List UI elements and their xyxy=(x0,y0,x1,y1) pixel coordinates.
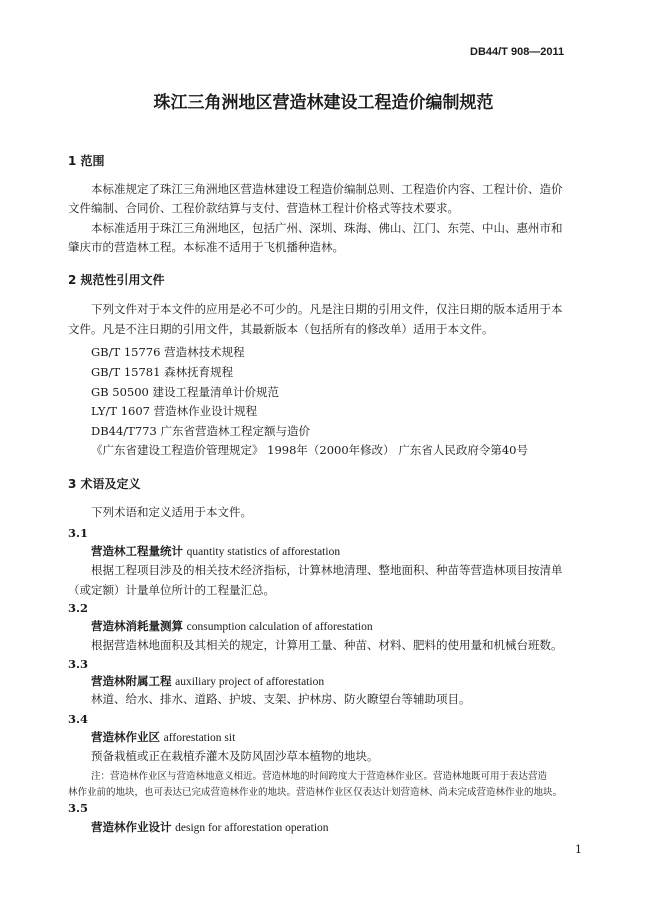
section-1-para-1-line-1: 本标准规定了珠江三角洲地区营造林建设工程造价编制总则、工程造价内容、工程计价、造价 xyxy=(91,182,563,196)
term-3-2-number: 3.2 xyxy=(68,601,89,615)
section-2-para-line-1: 下列文件对于本文件的应用是必不可少的。凡是注日期的引用文件，仅注日期的版本适用于本 xyxy=(91,302,563,316)
term-3-2-def: 根据营造林地面积及其相关的规定，计算用工量、种苗、材料、肥料的使用量和机械台班数。 xyxy=(91,638,563,652)
term-3-1-def-line-1: 根据工程项目涉及的相关技术经济指标，计算林地清理、整地面积、种苗等营造林项目按清单 xyxy=(91,563,563,577)
standard-code: DB44/T 908—2011 xyxy=(470,46,565,58)
term-3-4-note-line-2: 林作业前的地块，也可表达已完成营造林作业的地块。营造林作业区仅表达计划营造林、尚未完成营造林作业的地块。 xyxy=(68,787,563,798)
term-3-5-number: 3.5 xyxy=(68,801,89,815)
section-1-heading: 1 范围 xyxy=(68,154,105,168)
term-3-1-def-line-2: （或定额）计量单位所计的工程量汇总。 xyxy=(68,583,275,597)
term-3-3-title: 营造林附属工程 auxiliary project of afforestation xyxy=(91,674,325,688)
term-3-5-title: 营造林作业设计 design for afforestation operation xyxy=(91,820,329,834)
page-number: 1 xyxy=(575,843,582,856)
term-3-1-number: 3.1 xyxy=(68,526,89,540)
term-3-4-title: 营造林作业区 afforestation sit xyxy=(91,730,236,744)
section-1-para-2-line-1: 本标准适用于珠江三角洲地区，包括广州、深圳、珠海、佛山、江门、东莞、中山、惠州市和 xyxy=(91,221,563,235)
section-1-para-2-line-2: 肇庆市的营造林工程。本标准不适用于飞机播种造林。 xyxy=(68,240,344,254)
section-2-para-line-2: 文件。凡是不注日期的引用文件，其最新版本（包括所有的修改单）适用于本文件。 xyxy=(68,322,494,336)
section-3-intro: 下列术语和定义适用于本文件。 xyxy=(91,505,252,519)
section-3-heading: 3 术语及定义 xyxy=(68,477,141,491)
term-3-1-title: 营造林工程量统计 quantity statistics of afforestation xyxy=(91,544,341,558)
term-3-4-number: 3.4 xyxy=(68,712,89,726)
term-3-3-number: 3.3 xyxy=(68,657,89,671)
reference-item: 《广东省建设工程造价管理规定》 1998年（2000年修改） 广东省人民政府令第40号 xyxy=(91,443,528,457)
reference-item: GB/T 15776 营造林技术规程 xyxy=(91,345,245,359)
term-3-2-title: 营造林消耗量测算 consumption calculation of afforestation xyxy=(91,619,373,633)
term-3-3-def: 林道、给水、排水、道路、护坡、支架、护林房、防火瞭望台等辅助项目。 xyxy=(91,692,471,706)
term-3-4-note-line-1: 注：营造林作业区与营造林地意义相近。营造林地的时间跨度大于营造林作业区。营造林地既可用于表达营造 xyxy=(91,771,548,782)
reference-item: GB 50500 建设工程量清单计价规范 xyxy=(91,385,280,399)
reference-item: GB/T 15781 森林抚育规程 xyxy=(91,365,234,379)
term-3-4-def: 预备栽植或正在栽植乔灌木及防风固沙草本植物的地块。 xyxy=(91,749,379,763)
reference-item: DB44/T773 广东省营造林工程定额与造价 xyxy=(91,424,310,438)
reference-item: LY/T 1607 营造林作业设计规程 xyxy=(91,404,258,418)
document-title: 珠江三角洲地区营造林建设工程造价编制规范 xyxy=(153,93,494,113)
section-1-para-1-line-2: 文件编制、合同价、工程价款结算与支付、营造林工程计价格式等技术要求。 xyxy=(68,201,459,215)
section-2-heading: 2 规范性引用文件 xyxy=(68,273,165,287)
